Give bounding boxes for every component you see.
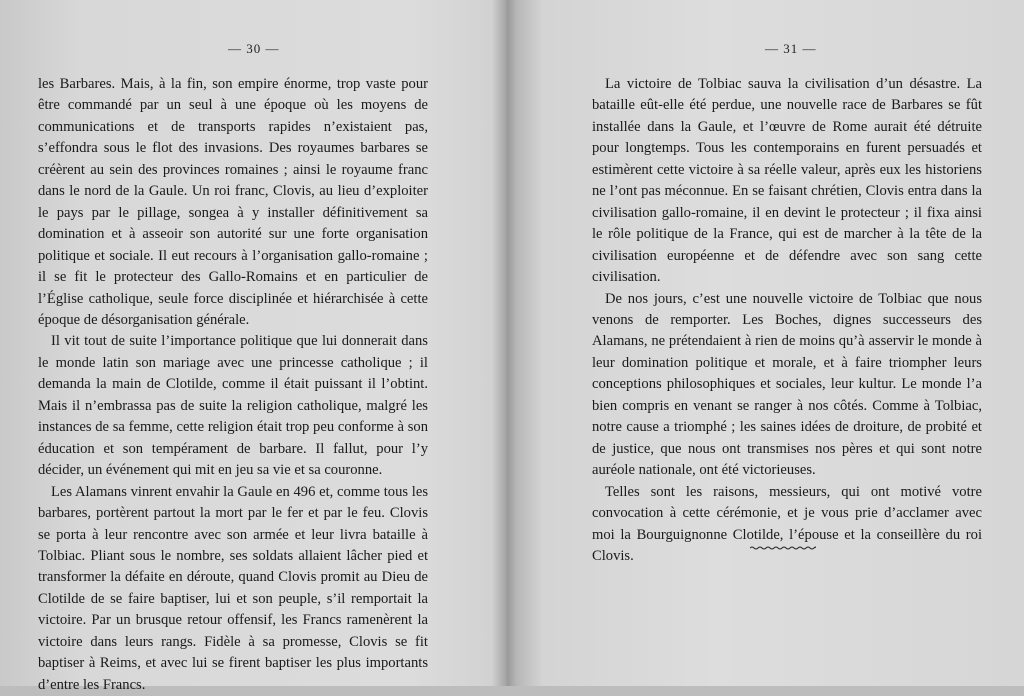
page-text — [38, 74, 428, 696]
paragraph: La victoire de Tolbiac sauva la civilisation d’un désastre. La bataille eût-elle été perdue, une nouvelle race de Barbares se fût installée dans la Gaule, et l’œuvre de Rome aurait été détruite pour longtemps. Tous les contemporains en furent persuadés et estimèrent cette victoire à sa réelle valeur, après eux les historiens ne l’ont pas méconnue. En se faisant chrétien, Clovis entra dans la civilisation gallo-romaine, il en devint le protecteur ; il fixa ainsi le rôle politique de la France, qui est de marcher à la tête de la civilisation européenne et de défendre avec son sang cette civilisation. — [592, 76, 982, 286]
end-ornament — [750, 546, 816, 550]
paragraph: De nos jours, c’est une nouvelle victoire de Tolbiac que nous venons de remporter. Les Boches, dignes successeurs des Alamans, ne prétendaient à rien de moins qu’à asservir le monde à leur domination politique et morale, et à faire triompher leurs conceptions philosophiques et sociales, leur kultur. Le monde l’a bien compris en venant se ranger à nos côtés. Comme à Tolbiac, notre cause a triomphé ; les saines idées de droiture, de probité et de justice, que nous ont transmises nos pères et qui sont notre auréole nationale, ont été victorieuses. — [592, 290, 982, 479]
paragraph: Il vit tout de suite l’importance politique que lui donnerait dans le monde latin son mariage avec une princesse catholique ; il demanda la main de Clotilde, comme il était puissant il l’obtint. Mais il n’embrassa pas de suite la religion catholique, malgré les instances de sa femme, cette religion était trop peu conforme à son éducation et son tempérament de barbare. Il fallut, pour l’y décider, un événement qui mit en jeu sa vie et sa couronne. — [38, 333, 428, 479]
paragraph: Les Alamans vinrent envahir la Gaule en 496 et, comme tous les barbares, portèrent partout la mort par le fer et par le feu. Clovis se porta à leur rencontre avec son armée et leur livra bataille à Tolbiac. Pliant sous le nombre, ses soldats allaient lâcher pied et transformer la défaite en déroute, quand Clovis promit au Dieu de Clotilde de se faire baptiser, lui et son peuple, s’il remportait la victoire. Par un brusque retour offensif, les Francs ramenèrent la victoire dans leurs rangs. Fidèle à sa promesse, Clovis se fit baptiser à Reims, et avec lui se firent baptiser les plus importants d’entre les Francs. — [38, 483, 428, 693]
page-number: — 30 — — [228, 41, 280, 56]
right-page — [510, 0, 1024, 686]
page-text — [592, 74, 982, 567]
page-number: — 31 — — [765, 41, 817, 56]
left-page — [0, 0, 508, 693]
paragraph: les Barbares. Mais, à la fin, son empire énorme, trop vaste pour être commandé par un seul à une époque où les moyens de communications et de transports rapides n’existaient pas, s’effondra sous le flot des invasions. Des royaumes barbares se créèrent au sein des provinces romaines ; ainsi le royaume franc dans le nord de la Gaule. Un roi franc, Clovis, au lieu d’exploiter le pays par le pillage, songea à y installer définitivement sa domination et à asseoir son autorité sur une forte organisation politique et sociale. Il eut recours à l’organisation gallo-romaine ; il se fit le protecteur des Gallo-Romains et en particulier de l’Église catholique, seule force disciplinée et hiérarchisée à cette époque de désorganisation générale. — [38, 76, 428, 328]
paragraph: Telles sont les raisons, messieurs, qui ont motivé votre convocation à cette cérémonie, et je vous prie d’acclamer avec moi la Bourguignonne Clotilde, l’épouse et la conseillère du roi Clovis. — [592, 483, 982, 564]
